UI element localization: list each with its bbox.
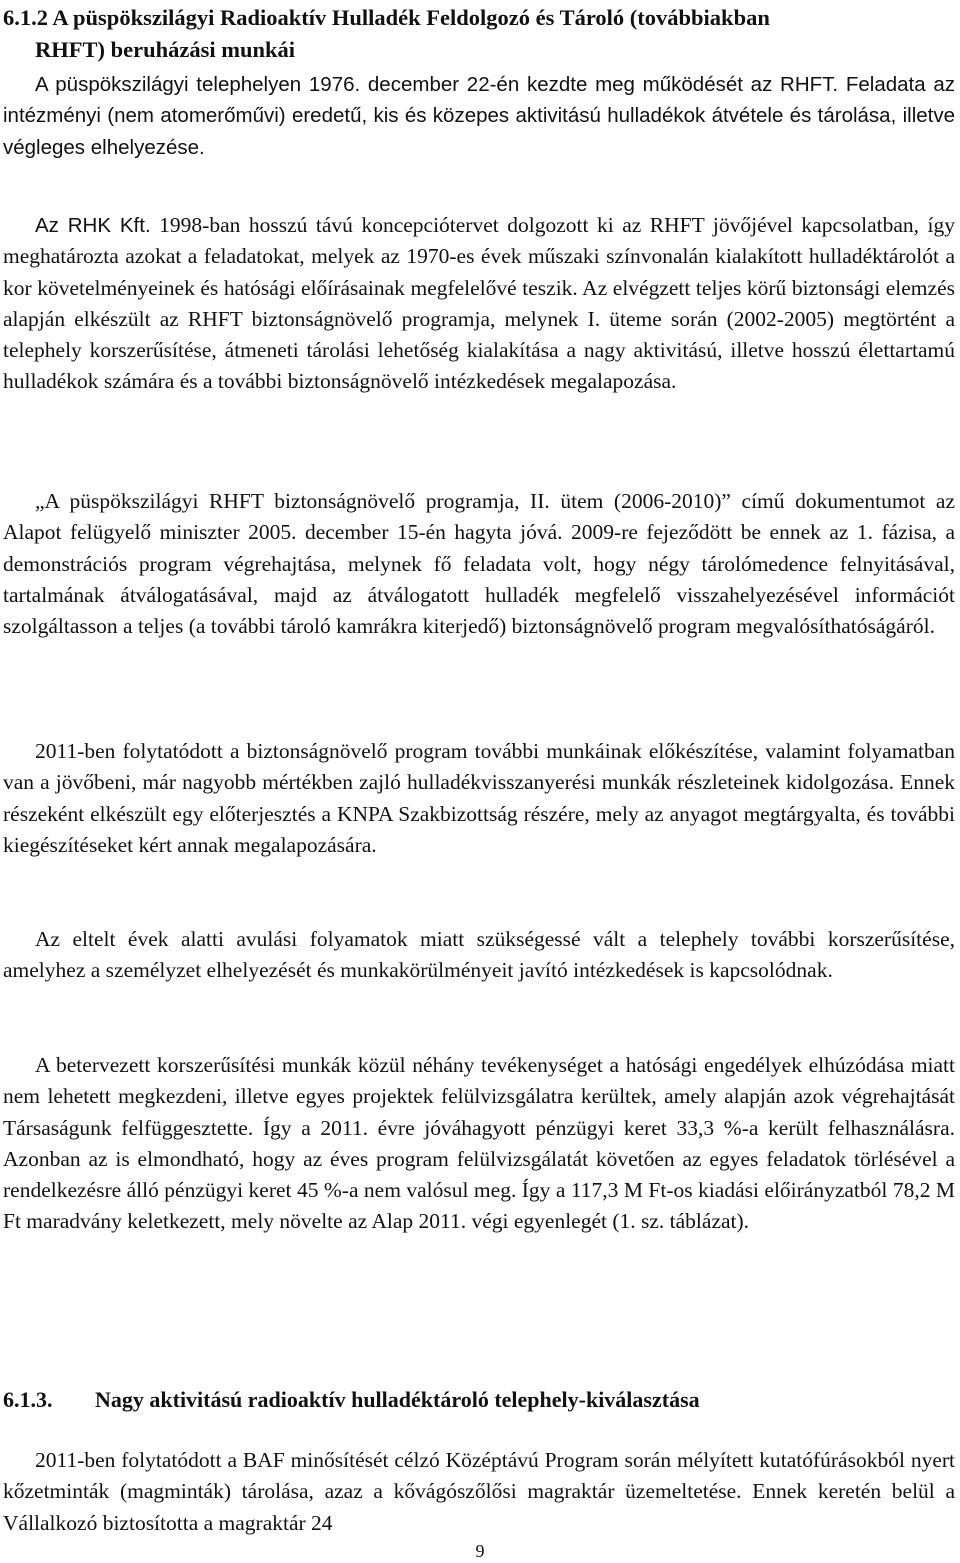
section-number: 6.1.2 — [3, 5, 48, 30]
paragraph-6: A betervezett korszerűsítési munkák közül néhány tevékenységet a hatósági engedélyek elhúzódása miatt nem lehetett megkezdeni, illetve egyes projektek felülvizsgálatra kerültek, amely alapján azok végrehajtását Társaságunk felfüggesztette. Így a 2011. évre jóváhagyott pénzügyi keret 33,3 %-a került felhasználásra. Azonban az is elmondható, hogy az éves program felülvizsgálatát követően az egyes feladatok törlésével a rendelkezésre álló pénzügyi keret 45 %-a nem valósul meg. Így a 117,3 M Ft-os kiadási előirányzatból 78,2 M Ft maradvány keletkezett, mely növelte az Alap 2011. végi egyenlegét (1. sz. táblázat). — [3, 1053, 955, 1234]
paragraph-2-lead: Az RHK Kft. — [35, 214, 151, 237]
paragraph-1: A püspökszilágyi telephelyen 1976. december 22-én kezdte meg működését az RHFT. Feladata az intézményi (nem atomerőművi) eredetű, kis és közepes aktivitású hulladékok átvétele és tárolása, illetve végleges elhelyezése. — [3, 73, 955, 159]
paragraph-7: 2011-ben folytatódott a BAF minősítését célzó Középtávú Program során mélyített kutatófúrásokból nyert kőzetminták (magminták) tárolása, azaz a kővágószőlősi magraktár üzemeltetése. Ennek keretén belül a Vállalkozó biztosította a magraktár 24 — [3, 1448, 955, 1535]
section-title-line2: RHFT) beruházási munkái — [35, 37, 296, 62]
paragraph-2 — [3, 210, 955, 398]
subsection-heading — [3, 1385, 953, 1415]
subsection-number: 6.1.3. — [3, 1387, 53, 1412]
section-title-line1: A püspökszilágyi Radioaktív Hulladék Feldolgozó és Tároló (továbbiakban — [52, 5, 770, 30]
paragraph-5: Az eltelt évek alatti avulási folyamatok miatt szükségessé vált a telephely további korszerűsítése, amelyhez a személyzet elhelyezését és munkakörülményeit javító intézkedések is kapcsolódnak. — [3, 927, 955, 983]
section-heading-line1 — [3, 2, 953, 34]
paragraph-3: „A püspökszilágyi RHFT biztonságnövelő programja, II. ütem (2006-2010)” című dokumentumot az Alapot felügyelő miniszter 2005. december 15-én hagyta jóvá. 2009-re fejeződött be ennek az 1. fázisa, a demonstrációs program végrehajtása, melynek fő feladata volt, hogy négy tárolómedence felnyitásával, tartalmának átválogatásával, majd az átválogatott hulladék megfelelő visszahelyezésével információt szolgáltasson a teljes (a további tároló kamrákra kiterjedő) biztonságnövelő program megvalósíthatóságáról. — [3, 489, 955, 639]
section-heading — [3, 2, 953, 66]
page-number: 9 — [475, 1541, 485, 1561]
paragraph-4: 2011-ben folytatódott a biztonságnövelő program további munkáinak előkészítése, valamint folyamatban van a jövőbeni, már nagyobb mértékben zajló hulladékvisszanyerési munkák részleteinek kidolgozása. Ennek részeként elkészült egy előterjesztés a KNPA Szakbizottság részére, mely az anyagot megtárgyalta, és további kiegészítéseket kért annak megalapozására. — [3, 739, 955, 857]
paragraph-2-body: 1998-ban hosszú távú koncepciótervet dolgozott ki az RHFT jövőjével kapcsolatban, így meghatározta azokat a feladatokat, melyek az 1970-es évek műszaki színvonalán kialakított hulladéktárolót a kor követelményeinek és hatósági előírásainak megfelelővé teszik. Az elvégzett teljes körű biztonsági elemzés alapján elkészült az RHFT biztonságnövelő programja, melynek I. üteme során (2002-2005) megtörtént a telephely korszerűsítése, átmeneti tárolási lehetőség kialakítása a nagy aktivitású, illetve hosszú élettartamú hulladékok számára és a további biztonságnövelő intézkedések megalapozása. — [3, 213, 956, 394]
subsection-title: Nagy aktivitású radioaktív hulladéktároló telephely-kiválasztása — [95, 1387, 700, 1412]
